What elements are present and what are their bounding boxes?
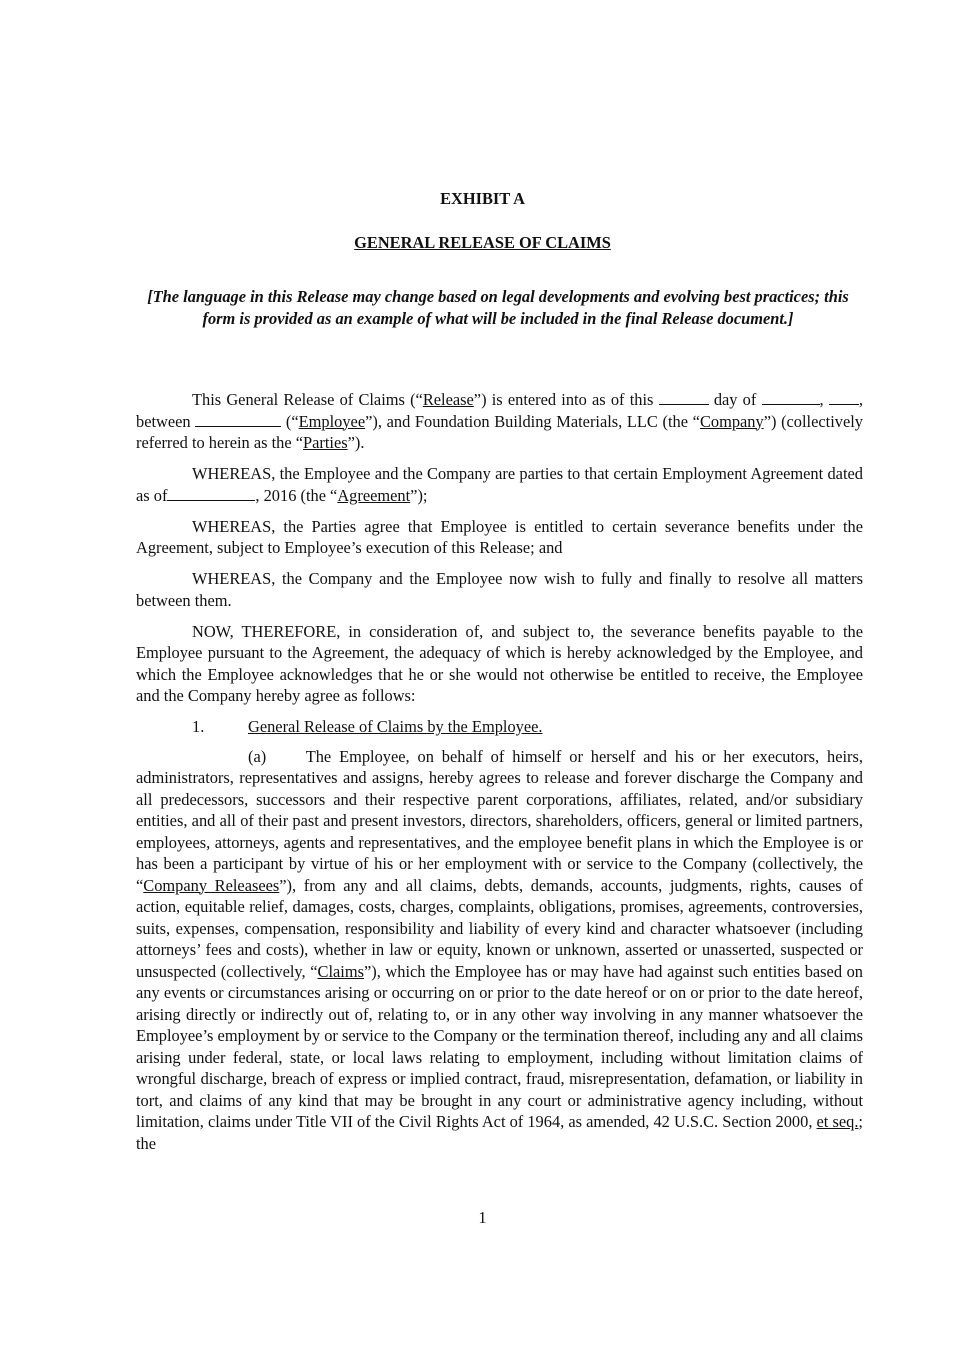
employee-name-blank [195,412,281,427]
whereas-agreement-paragraph: WHEREAS, the Employee and the Company are parties to that certain Employment Agreement dated as of , 2016 (the “Agreement”); [136,464,863,505]
editorial-note: [The language in this Release may change based on legal developments and evolving best practices; this form is provided as an example of what will be included in the final Release document.] [147,287,849,328]
page-number: 1 [478,1208,487,1227]
now-therefore-paragraph: NOW, THEREFORE, in consideration of, and subject to, the severance benefits payable to the Employee pursuant to the Agreement, the adequacy of which is hereby acknowledged by the Employee, and which the Employee acknowledges that he or she would not otherwise be entitled to receive, the Employee and the Company hereby agree as follows: [136,621,863,705]
defined-term-parties: Parties [303,433,348,452]
agreement-date-blank [167,486,255,501]
section-1-heading [192,716,863,738]
defined-term-company-releasees: Company Releasees [143,875,280,895]
whereas-resolve-paragraph: WHEREAS, the Company and the Employee now wish to fully and finally to resolve all matters between them. [136,569,863,610]
et-seq-term: et seq. [816,1112,859,1131]
section-number: 1. [192,717,205,736]
exhibit-heading: EXHIBIT A [440,189,525,208]
defined-term-claims: Claims [317,961,364,981]
defined-term-company: Company [699,411,764,431]
day-blank [659,390,709,405]
year-blank [829,390,859,405]
paragraph-a: (a) The Employee, on behalf of himself or herself and his or her executors, heirs, administrators, representatives and assigns, hereby agrees to release and forever discharge the Company and all predecessors, successors and their respective parent corporations, affiliates, related, and/or subsidiary entities, and all of their past and present investors, directors, shareholders, officers, general or limited partners, employees, attorneys, agents and representatives, and the employee benefit plans in which the Employee is or has been a participant by virtue of his or her employment with or service to the Company (collectively, the “Company Releasees”), from any and all claims, debts, demands, accounts, judgments, rights, causes of action, equitable relief, damages, costs, charges, complaints, obligations, promises, agreements, controversies, suits, expenses, compensation, responsibility and liability of every kind and character whatsoever (including attorneys’ fees and costs), whether in law or equity, known or unknown, asserted or unasserted, suspected or unsuspected (collectively, “Claims”), which the Employee has or may have had against such entities based on any events or circumstances arising or occurring on or prior to the date hereof or on or prior to the date hereof, arising directly or indirectly out of, relating to, or in any other way involving in any manner whatsoever the Employee’s employment by or service to the Company or the termination thereof, including any and all claims arising under federal, state, or local laws relating to employment, including without limitation claims of wrongful discharge, breach of express or implied contract, fraud, misrepresentation, defamation, or liability in tort, and claims of any kind that may be brought in any court or administrative agency including, without limitation, claims under Title VII of the Civil Rights Act of 1964, as amended, 42 U.S.C. Section 2000, et seq.; the [136,746,864,1153]
defined-term-employee: Employee [298,411,366,431]
section-title: General Release of Claims by the Employee. [248,717,543,736]
defined-term-release: Release [422,390,474,409]
document-body [136,389,863,1164]
defined-term-agreement: Agreement [337,485,411,505]
intro-paragraph: This General Release of Claims (“Release”) is entered into as of this day of , , between (“Employee”), and Foundation Building Materials, LLC (the “Company”) (collectively referred to herein as the “Parties”). [136,390,863,452]
whereas-severance-paragraph: WHEREAS, the Parties agree that Employee is entitled to certain severance benefits under the Agreement, subject to Employee’s execution of this Release; and [136,516,863,557]
month-blank [762,390,820,405]
document-title: GENERAL RELEASE OF CLAIMS [354,233,611,252]
paragraph-label: (a) [248,746,267,766]
